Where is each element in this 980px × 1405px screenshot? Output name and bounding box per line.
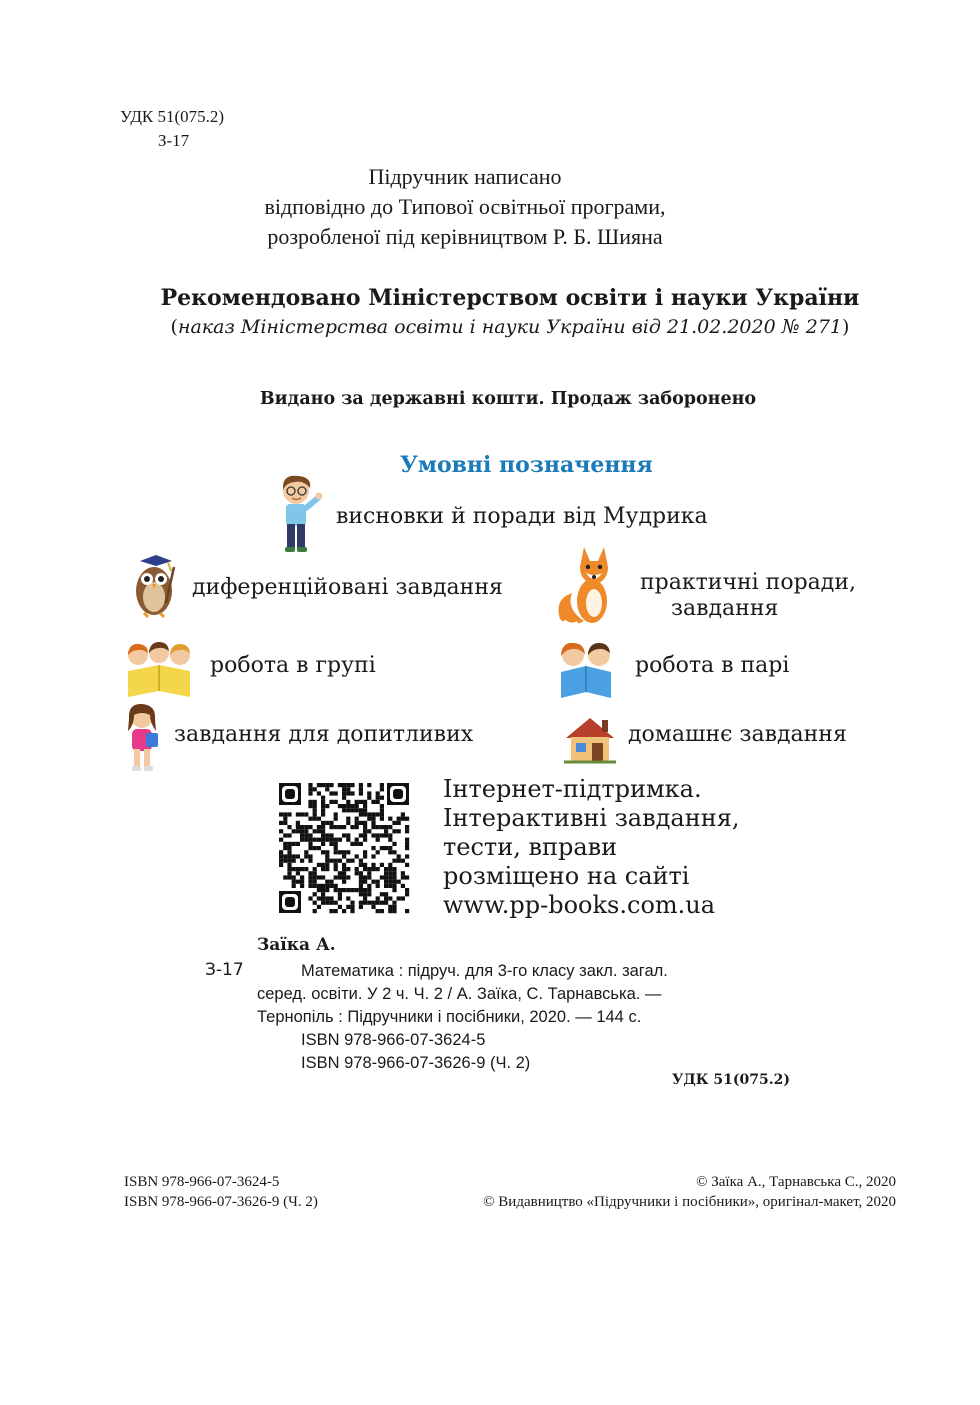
program-note-line: Підручник написано (368, 164, 562, 189)
order-text: наказ Міністерства освіти і науки України від 21.02.2020 № 271 (177, 316, 843, 338)
website-link[interactable]: www.pp-books.com.ua (443, 891, 716, 919)
program-note-line: відповідно до Типової освітньої програми, (264, 194, 666, 219)
bib-record (257, 960, 668, 1075)
state-funding-notice: Видано за державні кошти. Продаж заборонено (259, 389, 757, 409)
footer-copyright-authors: © Заїка А., Тарнавська С., 2020 (696, 1174, 896, 1190)
book-code: З-17 (158, 131, 190, 150)
bib-isbn: ISBN 978-966-07-3626-9 (Ч. 2) (301, 1054, 531, 1072)
order-paren-close: ) (842, 316, 850, 338)
footer-isbn: ISBN 978-966-07-3626-9 (Ч. 2) (124, 1194, 318, 1210)
program-note-line: розробленої під керівництвом Р. Б. Шияна (267, 224, 663, 249)
legend-item-conclusions: висновки й поради від Мудрика (336, 504, 708, 529)
internet-support (443, 775, 739, 920)
legend-item-group-work: робота в групі (210, 653, 376, 678)
footer-isbn: ISBN 978-966-07-3624-5 (124, 1174, 280, 1190)
support-line: тести, вправи (443, 833, 618, 861)
recommendation-title: Рекомендовано Міністерством освіти і науки України (160, 285, 860, 311)
recommendation-order (0, 316, 980, 338)
bib-isbn: ISBN 978-966-07-3624-5 (301, 1031, 486, 1049)
owl-icon (124, 553, 184, 619)
bib-line: серед. освіти. У 2 ч. Ч. 2 / А. Заїка, С. Тарнавська. — (257, 985, 662, 1003)
order-paren-open: ( (170, 316, 178, 338)
legend-item-homework: домашнє завдання (628, 722, 847, 747)
udk-code: УДК 51(075.2) (120, 107, 225, 126)
legend-item-pair-work: робота в парі (635, 653, 790, 678)
legend-item-curious: завдання для допитливих (174, 722, 474, 747)
bib-code: З-17 (205, 960, 244, 980)
qr-code-icon (277, 781, 411, 915)
legend-item-differentiated: диференційовані завдання (192, 575, 503, 600)
support-line: розміщено на сайті (443, 862, 690, 890)
bib-line: Математика : підруч. для 3-го класу закл. загал. (301, 962, 668, 980)
footer-copyright-publisher: © Видавництво «Підручники і посібники», оригінал-макет, 2020 (483, 1194, 896, 1210)
fox-icon (556, 541, 618, 631)
program-note (0, 162, 930, 252)
boy-icon (274, 474, 326, 554)
group-icon (122, 641, 196, 699)
bib-author: Заїка А. (257, 935, 336, 955)
legend-title: Умовні позначення (400, 452, 653, 478)
house-icon (564, 716, 616, 764)
support-line: Інтерактивні завдання, (443, 804, 740, 832)
bib-udk: УДК 51(075.2) (672, 1072, 790, 1088)
support-line: Інтернет-підтримка. (443, 775, 702, 803)
legend-item-practical-line1: практичні поради, (640, 570, 856, 595)
girl-icon (120, 703, 166, 775)
pair-icon (555, 640, 617, 700)
legend-item-practical-line2: завдання (671, 596, 779, 621)
bib-line: Тернопіль : Підручники і посібники, 2020. — 144 с. (257, 1008, 642, 1026)
